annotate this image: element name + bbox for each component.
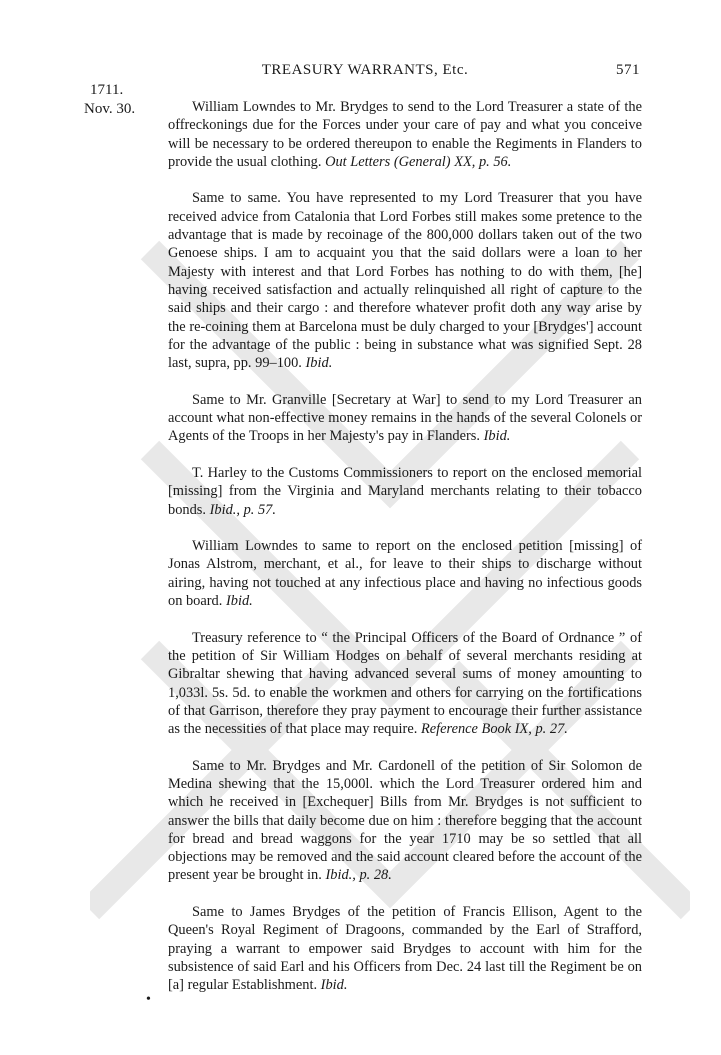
- entry-source: Ibid., p. 57.: [209, 501, 276, 518]
- entry-text: T. Harley to the Customs Commissioners to report on the enclosed memorial [missing] from the Virginia and Maryland merchants relating to their tobacco bonds.: [168, 464, 642, 518]
- entry-source: Ibid.: [305, 355, 333, 372]
- entry: [168, 629, 642, 739]
- entry-text: Same to Mr. Brydges and Mr. Cardonell of the petition of Sir Solomon de Medina shewing that the 15,000l. which the Lord Treasurer ordered him and which he received in [Exchequer] Bills from Mr. Brydges is not sufficient to answer the bills that daily become due on him : therefore begging that the account for bread and bread waggons for the year 1710 may be so settled that all objections may be removed and the said account cleared before the account of the present year be brought in.: [168, 757, 642, 884]
- entry-source: Ibid.: [225, 593, 253, 610]
- entry-source: Ibid.: [483, 428, 511, 445]
- entry-source: Ibid., p. 28.: [325, 867, 392, 884]
- page-number: 571: [616, 62, 640, 78]
- entry: [168, 98, 642, 171]
- entry: [168, 391, 642, 446]
- entry-text: Same to same. You have represented to my Lord Treasurer that you have received advice from Catalonia that Lord Forbes still makes some pretence to the advantage that is made by recoinage of the 800,000 dollars taken out of the two Genoese ships. I am to acquaint you that the said dollars were a loan to her Majesty with interest and that Lord Forbes has nothing to do with them, [he] having received satisfaction and actually relinquished all right of capture to the said ships and their cargo : and therefore whatever profit doth any way arise by the re-coining them at Barcelona must be duly charged to your [Brydges'] account for the advantage of the public : being in substance what was signified Sept. 28 last, supra, pp. 99–100.: [168, 190, 642, 372]
- entry: [168, 903, 642, 994]
- entry-text: Treasury reference to “ the Principal Officers of the Board of Ordnance ” of the petition of Sir William Hodges on behalf of several merchants residing at Gibraltar shewing that having advanced several sums of money amounting to 1,033l. 5s. 5d. to enable the workmen and others for carrying on the fortifications of that Garrison, therefore they pray payment to encourage their further assistance as the necessities of that place may require.: [168, 629, 642, 738]
- entry-source: Ibid.: [320, 977, 348, 994]
- entry: [168, 757, 642, 885]
- entries-body: [168, 98, 642, 1013]
- entry: [168, 537, 642, 610]
- footer-mark: •: [146, 992, 151, 1007]
- entry-text: Same to James Brydges of the petition of Francis Ellison, Agent to the Queen's Royal Regiment of Dragoons, commanded by the Earl of Strafford, praying a warrant to empower said Brydges to account with him for the subsistence of said Earl and his Officers from Dec. 24 last till the Regiment be on [a] regular Establishment.: [168, 904, 642, 994]
- entry-source: Out Letters (General) XX, p. 56.: [325, 153, 512, 170]
- entry-source: Reference Book IX, p. 27.: [420, 721, 568, 738]
- entry-text: William Lowndes to same to report on the enclosed petition [missing] of Jonas Alstrom, merchant, et al., for leave to their ships to discharge without airing, having not touched at any infectious place and having no infectious goods on board.: [168, 538, 642, 610]
- entry-text: William Lowndes to Mr. Brydges to send to the Lord Treasurer a state of the offreckonings due for the Forces under your care of pay and what you conceive will be necessary to be ordered thereupon to enable the Regiments in Flanders to provide the usual clothing.: [168, 99, 642, 170]
- entry: [168, 464, 642, 519]
- running-title: TREASURY WARRANTS, Etc.: [261, 62, 469, 78]
- entry-text: Same to Mr. Granville [Secretary at War] to send to my Lord Treasurer an account what non-effective money remains in the hands of the several Colonels or Agents of the Troops in her Majesty's pay in Flanders.: [168, 391, 642, 445]
- entry: [168, 189, 642, 372]
- margin-date: Nov. 30.: [84, 101, 136, 117]
- margin-year: 1711.: [90, 82, 124, 98]
